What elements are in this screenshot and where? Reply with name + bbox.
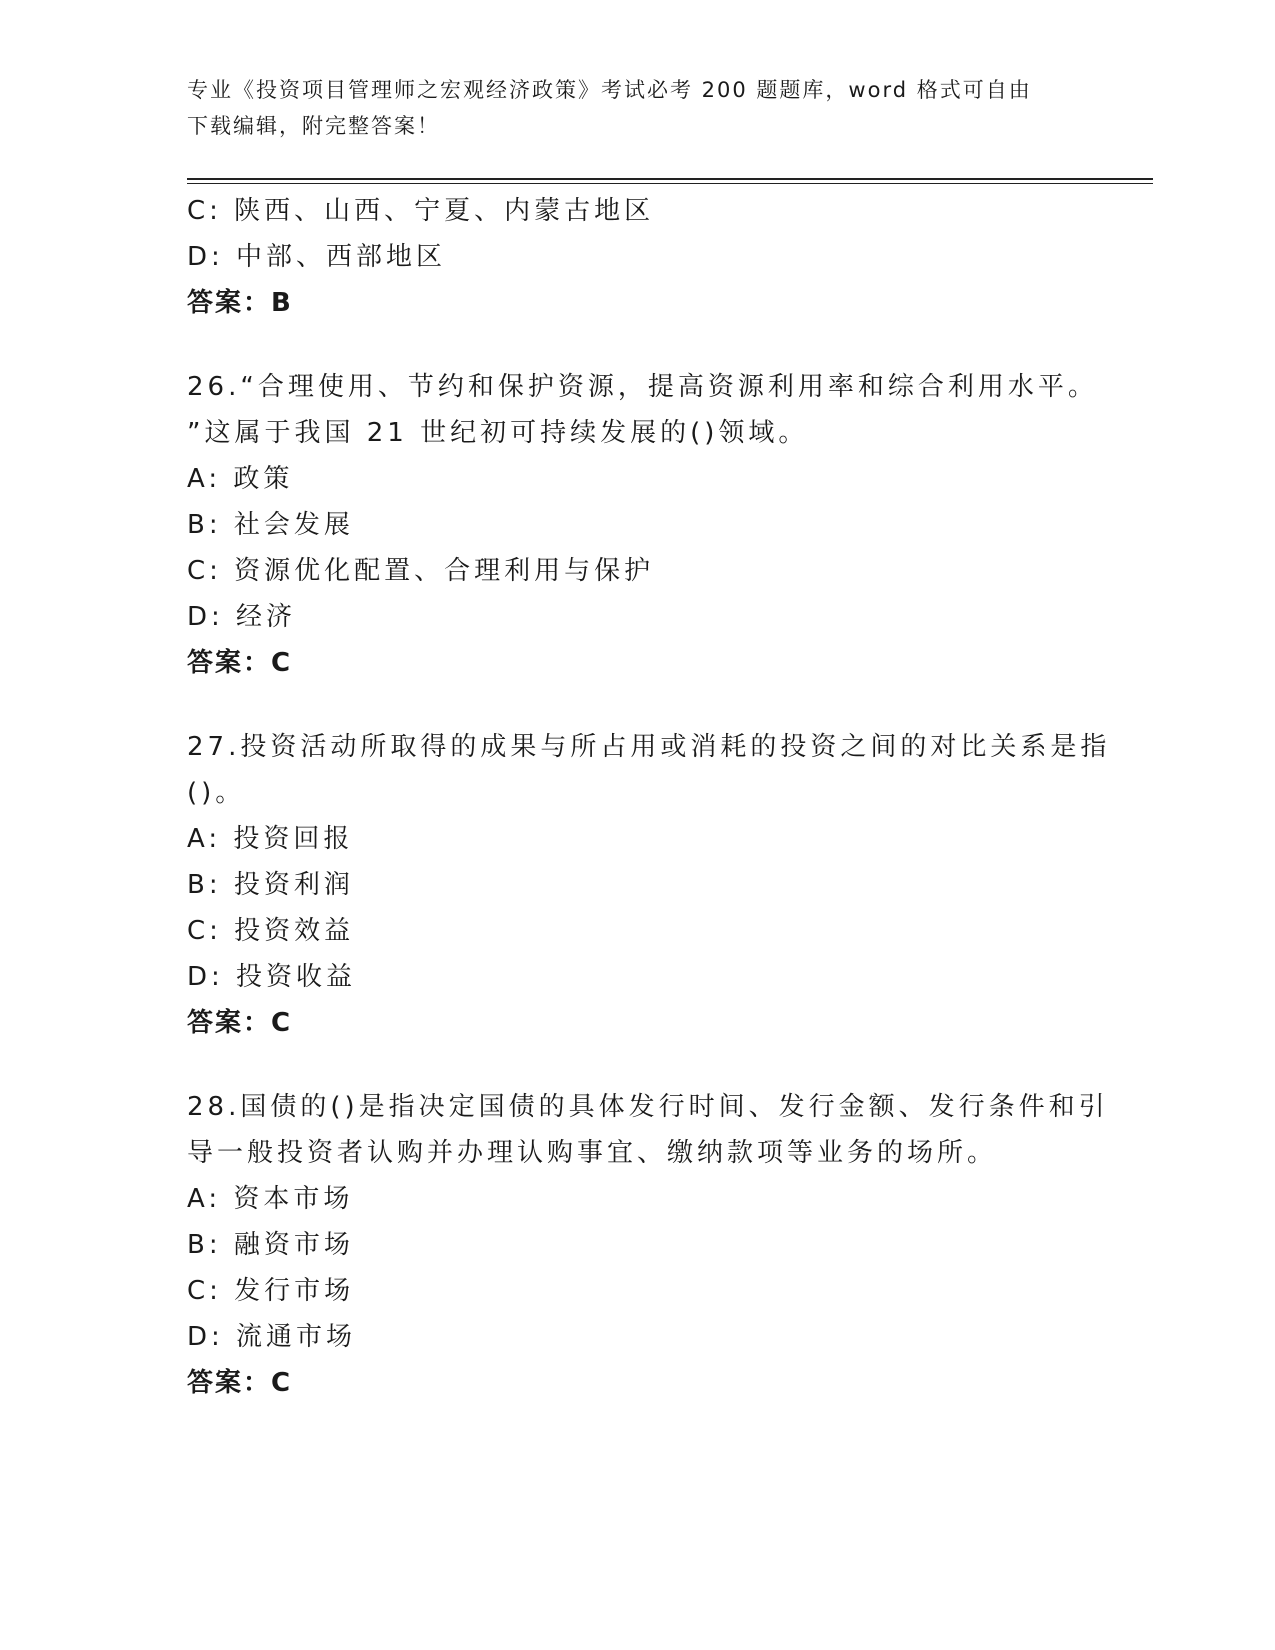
question-stem-line-2: ()。: [187, 778, 246, 808]
answer-label: 答案：C: [187, 1008, 293, 1038]
option-b: B: 融资市场: [187, 1230, 354, 1260]
question-stem-line-1: 27.投资活动所取得的成果与所占用或消耗的投资之间的对比关系是指: [187, 732, 1111, 762]
option-b: B: 社会发展: [187, 510, 354, 540]
header-line-2: 下载编辑，附完整答案！: [187, 114, 440, 138]
option-d: D: 中部、西部地区: [187, 242, 447, 272]
document-header: [187, 72, 1087, 144]
question-stem-line-1: 26.“合理使用、节约和保护资源，提高资源利用率和综合利用水平。: [187, 372, 1098, 402]
question-stem-line-2: ”这属于我国 21 世纪初可持续发展的()领域。: [187, 418, 809, 448]
question-list: [187, 188, 1111, 1406]
question-block-prev: [187, 188, 1077, 326]
question-stem-line-2: 导一般投资者认购并办理认购事宜、缴纳款项等业务的场所。: [187, 1138, 998, 1168]
option-d: D: 经济: [187, 602, 297, 632]
option-c: C: 投资效益: [187, 916, 355, 946]
header-divider-thin: [187, 183, 1153, 184]
option-c: C: 发行市场: [187, 1276, 355, 1306]
answer-label: 答案：C: [187, 1368, 293, 1398]
option-d: D: 流通市场: [187, 1322, 357, 1352]
option-c: C: 资源优化配置、合理利用与保护: [187, 556, 655, 586]
option-b: B: 投资利润: [187, 870, 354, 900]
answer-label: 答案：C: [187, 648, 293, 678]
answer-label: 答案：B: [187, 288, 293, 318]
header-divider-thick: [187, 178, 1153, 180]
option-a: A: 资本市场: [187, 1184, 354, 1214]
question-block-26: [187, 364, 1098, 686]
option-c: C: 陕西、山西、宁夏、内蒙古地区: [187, 196, 655, 226]
header-line-1: 专业《投资项目管理师之宏观经济政策》考试必考 200 题题库，word 格式可自由: [187, 78, 1032, 102]
question-block-27: [187, 724, 1111, 1046]
option-d: D: 投资收益: [187, 962, 357, 992]
question-stem-line-1: 28.国债的()是指决定国债的具体发行时间、发行金额、发行条件和引: [187, 1092, 1109, 1122]
option-a: A: 投资回报: [187, 824, 354, 854]
question-block-28: [187, 1084, 1109, 1406]
option-a: A: 政策: [187, 464, 294, 494]
